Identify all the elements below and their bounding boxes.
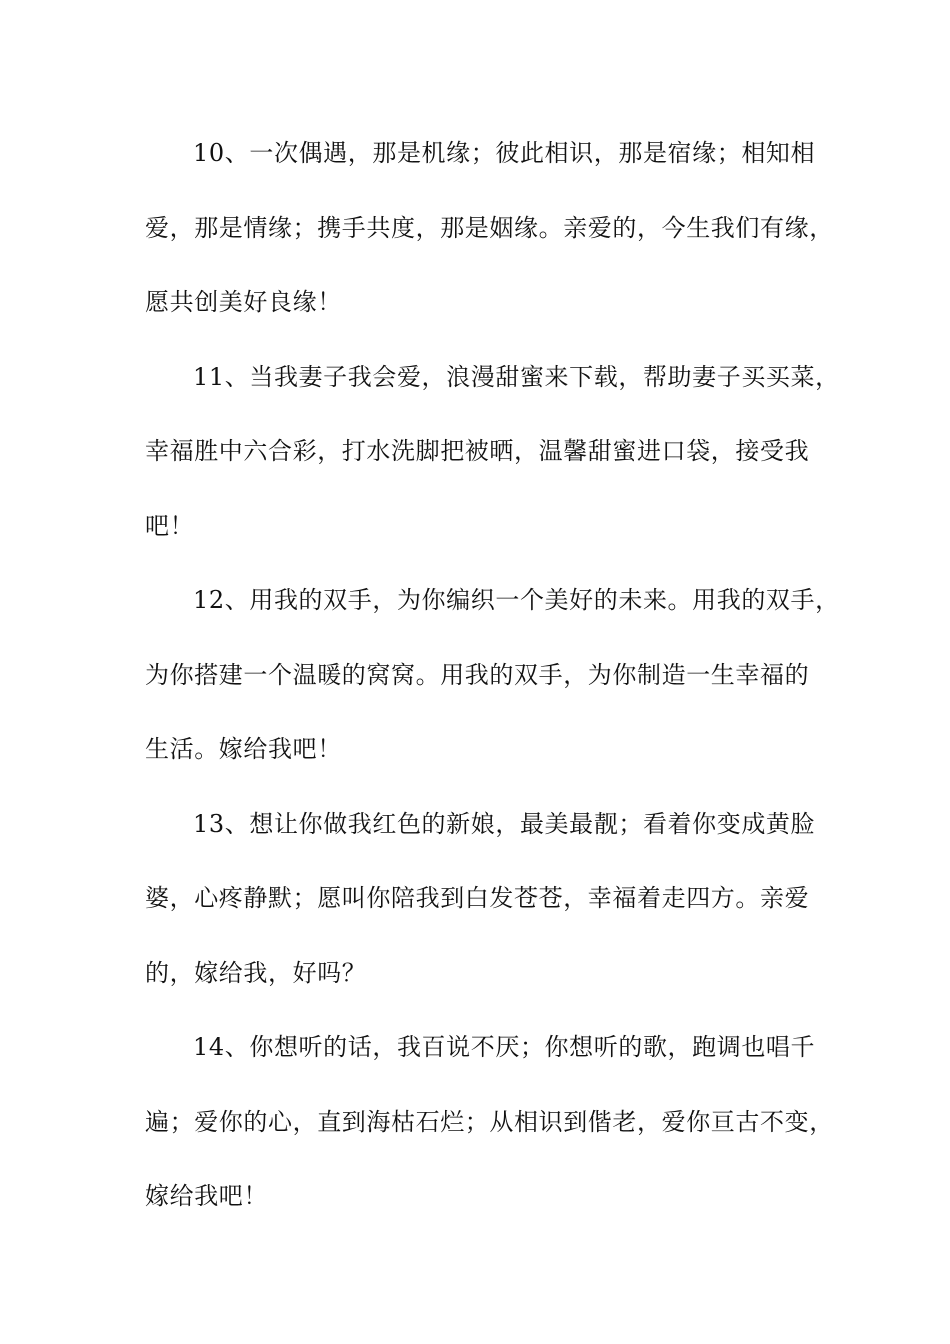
paragraph-10 <box>145 116 834 340</box>
paragraph-line: 14、你想听的话，我百说不厌；你想听的歌，跑调也唱千 <box>193 1033 816 1061</box>
paragraph-12 <box>145 563 840 787</box>
paragraph-line: 10、一次偶遇，那是机缘；彼此相识，那是宿缘；相知相 <box>193 139 816 167</box>
paragraph-line: 的，嫁给我，好吗？ <box>145 958 367 987</box>
paragraph-11 <box>145 340 840 564</box>
paragraph-14 <box>145 1010 834 1234</box>
paragraph-line: 幸福胜中六合彩，打水洗脚把被晒，温馨甜蜜进口袋，接受我 <box>145 437 810 465</box>
paragraph-line: 愿共创美好良缘！ <box>145 288 342 316</box>
paragraph-line: 嫁给我吧！ <box>145 1182 268 1210</box>
paragraph-line: 12、用我的双手，为你编织一个美好的未来。用我的双手， <box>193 586 840 614</box>
document-body <box>145 116 840 1234</box>
paragraph-13 <box>145 787 816 1011</box>
paragraph-line: 遍；爱你的心，直到海枯石烂；从相识到偕老，爱你亘古不变， <box>145 1107 834 1136</box>
paragraph-line: 生活。嫁给我吧！ <box>145 735 342 763</box>
paragraph-line: 11、当我妻子我会爱，浪漫甜蜜来下载，帮助妻子买买菜， <box>193 362 840 391</box>
paragraph-line: 吧！ <box>145 511 195 540</box>
paragraph-line: 爱，那是情缘；携手共度，那是姻缘。亲爱的，今生我们有缘， <box>145 213 834 242</box>
paragraph-line: 为你搭建一个温暖的窝窝。用我的双手，为你制造一生幸福的 <box>145 660 810 689</box>
paragraph-line: 婆，心疼静默；愿叫你陪我到白发苍苍，幸福着走四方。亲爱 <box>145 884 810 912</box>
paragraph-line: 13、想让你做我红色的新娘，最美最靓；看着你变成黄脸 <box>193 809 816 838</box>
